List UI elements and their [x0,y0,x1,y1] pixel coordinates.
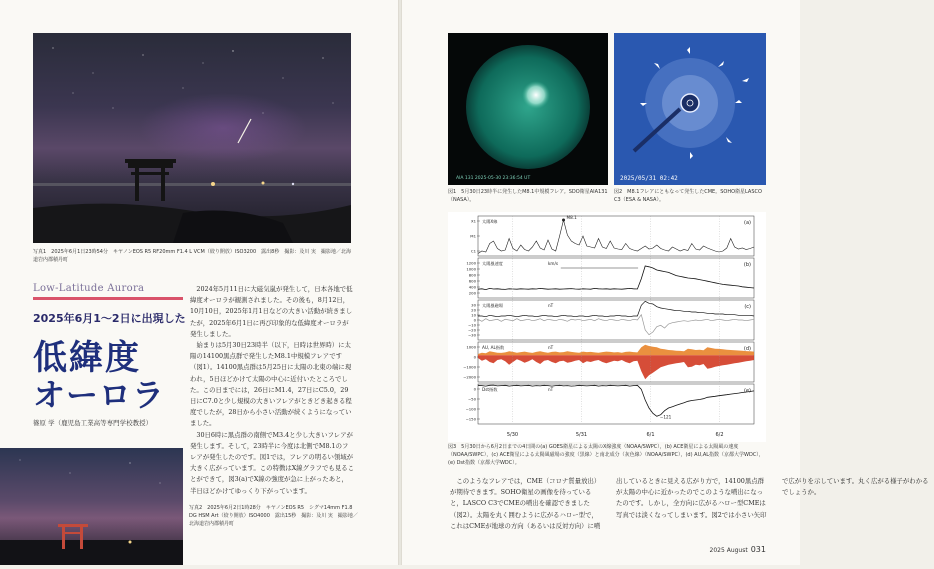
aurora-photo-torii [33,33,351,243]
y-tick-label: 800 [468,272,476,278]
series-al [478,355,754,379]
photo1-caption: 写真1 2025年6月1日23時54分 キヤノンEOS R5 RF20mm F1.4 L VCM（絞り開放）ISO3200 露出8秒 撮影：及川 実 撮影地／北海道岩内郡積丹町 [33,249,351,263]
y-tick-label: −20 [467,327,476,333]
y-tick-label: 0 [473,354,476,360]
y-tick-label: 600 [468,278,476,284]
x-tick-label: 6/2 [715,432,724,438]
panel-label: Dst指数 [482,387,498,392]
body-paragraph: このようなフレアでは，CME（コロナ質量放出）が期待できます。SOHO衛星の画像を待っていると，LASCO C3でCMEの噴出を確認できました（図2）。太陽を丸く囲むように広がるハロー型で，これはCMEが地球の方向（あるいは反対方向）に噴出しているときに見える広がり方で，14100黒点群が太陽の中心に近かったのでこのような噴出になったのです。しかし，全方向に広がるハロー型CMEは写真では淡くなってしまいます。図2では小さい矢印で広がりを示しています。丸く広がる様子がわかるでしょうか。 [450,477,929,530]
left-page [0,0,398,565]
panel-label: 太陽風速度 [482,261,503,266]
page-issue-label: 2025 August [709,547,748,554]
panel-id: (c) [744,304,751,310]
lasco-c3-image [614,33,766,185]
panel-label: 太陽風磁場 [482,303,503,308]
y-tick-label: C1 [470,248,476,254]
lasco-coronagraph [614,33,766,185]
y-tick-label: 20 [471,307,476,313]
fig3-caption: 図3 5月30日から6月2日までの4日間の(a) GOES衛星による太陽のX線強度（NOAA/SWPC），(b) ACE衛星による太陽風の速度（NOAA/SWPC），(c) ACE衛星による太陽風磁場の強度（黒線）と南北成分（灰色線）（NOAA/SWPC），(d) AU,AL指数（京都大学WDC），(e) Dst指数（京都大学WDC）。 [448,444,764,466]
y-tick-label: M1 [470,233,476,239]
body-paragraph: 30日6時に黒点群の南側でM3.4と少し大きいフレアが発生します。そして，23時半に今度は北側でM8.1のフレアが発生したのです。図1では，フレアの明るい領域が大きく広がっています。この特徴はX線グラフでも見ることができて，図3(a)でX線の強度が急に上がったあと，半日ほどかけてゆっくり下がっています。 [190,430,354,495]
article-subtitle: 2025年6月1～2日に出現した [33,312,186,325]
series-au [478,345,754,356]
right-body-text [450,476,929,542]
y-tick-label: −150 [465,416,476,422]
space-weather-chart [448,212,766,442]
dst-min-annotation: −121 [659,414,672,420]
panel-frame [478,384,754,424]
author-byline: 篠原 学（鹿児島工業高等専門学校教授） [33,419,153,427]
y-tick-label: 200 [468,290,476,296]
aurora-photo-torii-scene [33,33,351,243]
y-tick-label: −100 [465,406,476,412]
y-tick-label: 400 [468,284,476,290]
y-tick-label: X1 [470,218,476,224]
series-bt [478,301,754,316]
photo2-caption: 写真2 2025年6月2日1時28分 キヤノンEOS R5 シグマ14mm F1.8 DG HSM Art（絞り開放）ISO4000 露出15秒 撮影：及川 実 撮影地／北海道岩内郡積丹町 [189,505,358,527]
kicker-rule [33,297,183,300]
panel-unit: km/s [548,261,559,266]
panel-label: 太陽X線 [482,219,498,224]
panel-label: AU, AL指数 [482,345,505,350]
y-tick-label: 1200 [466,260,476,266]
panel-unit: nT [548,387,554,392]
fig1-caption: 図1 5月30日23時半に発生したM8.1中規模フレア。SDO衛星AIA131（NASA）。 [448,189,608,203]
y-tick-label: −30 [467,332,476,338]
y-tick-label: −2000 [463,374,476,380]
x-tick-label: 5/31 [575,432,588,438]
article-title-line1: 低緯度 [33,338,141,378]
page-number: 031 [750,545,766,554]
page-footer [710,545,766,554]
flare-annotation: M8.1 [566,215,577,220]
body-paragraph: 始まりは5月30日23時半（以下，日時は世界時）に太陽の14100黒点群で発生したM8.1中規模フレアです（図1）。14100黒点群は5月25日に太陽の北東の端に現われ，5日ほどかけて太陽の中心に近付いたところでした。この日までには，26日にM1.4，27日にC5.0，29日にC7.0と少し規模の大きいフレアがときどき起きる程度でしたが，28日から小さい活動が続くようになっていました。 [190,341,352,428]
space-weather-chart-svg [448,212,766,442]
sdo-sun-image [448,33,608,185]
flare-marker [562,219,565,222]
left-body-text [190,284,354,496]
kicker-label: Low-Latitude Aurora [33,283,145,294]
article-title-line2: オーロラ [33,376,166,414]
x-tick-label: 5/30 [506,432,519,438]
series-xray [478,220,754,254]
panel-id: (a) [744,220,751,226]
sdo-sun-disk [448,33,608,185]
y-tick-label: −50 [467,396,476,402]
panel-unit: nT [548,345,554,350]
y-tick-label: 10 [471,312,476,318]
y-tick-label: 0 [473,317,476,323]
series-solar-wind-speed [478,266,754,290]
y-tick-label: −1000 [463,364,476,370]
panel-unit: nT [548,303,554,308]
sun-image-label: AIA 131 2025-05-30 23:36:54 UT [456,176,531,181]
y-tick-label: 0 [473,386,476,392]
body-paragraph: 2024年5月11日に大磁気嵐が発生して，日本各地で低緯度オーロラが観測されました。その後も，8月12日，10月10日，2025年1月1日などの大きい活動が続きましたが，2025年6月1日に再び印象的な低緯度オーロラが発生しました。 [190,285,353,338]
y-tick-label: 1000 [466,344,476,350]
x-tick-label: 6/1 [646,432,655,438]
series-bz [478,315,754,335]
fig2-caption: 図2 M8.1フレアにともなって発生したCME。SOHO衛星LASCO C3（ESA & NASA）。 [614,189,762,203]
aurora-photo-torii-2-scene [0,448,183,565]
panel-frame [478,258,754,298]
aurora-photo-torii-2 [0,448,183,565]
y-tick-label: −10 [467,322,476,328]
y-tick-label: 1000 [466,266,476,272]
series-dst [478,385,754,416]
panel-id: (d) [743,346,751,352]
panel-id: (e) [744,388,751,394]
panel-id: (b) [743,262,751,268]
lasco-timestamp: 2025/05/31 02:42 [620,175,678,182]
y-tick-label: 30 [471,302,476,308]
